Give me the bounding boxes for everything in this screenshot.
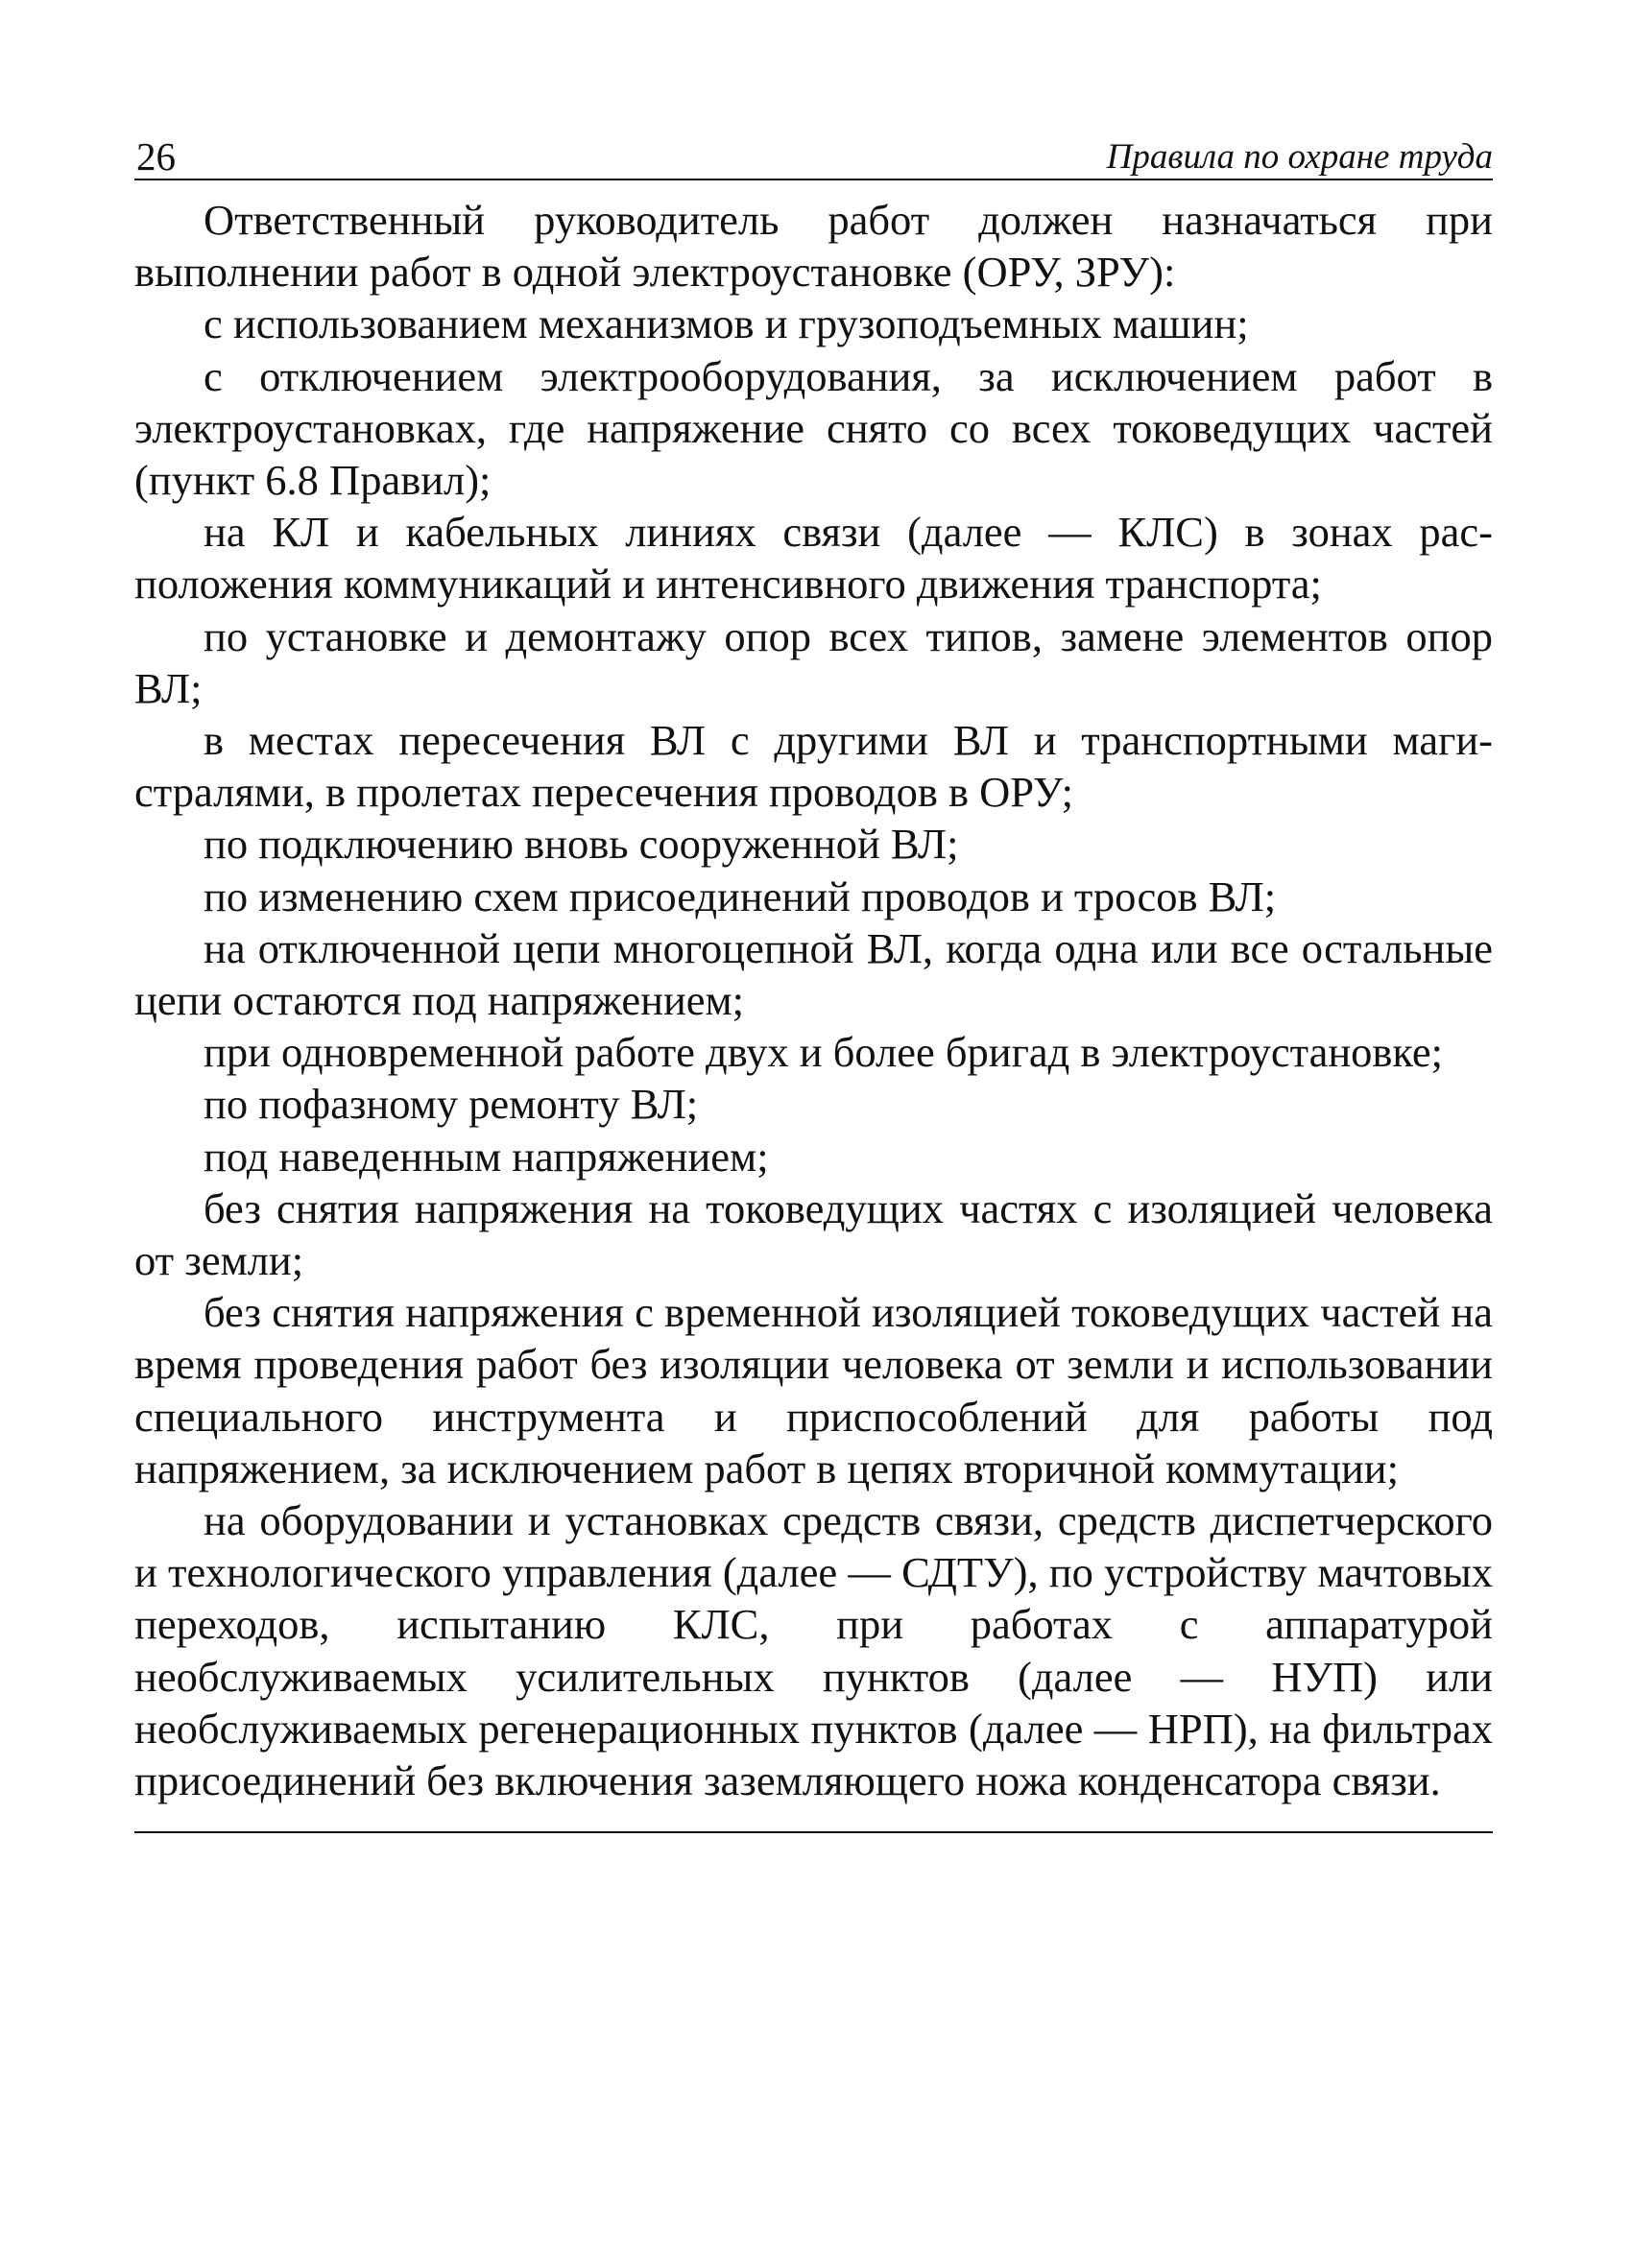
list-item: при одновременной работе двух и более бригад в электроустановке;: [204, 1028, 1444, 1077]
list-item: без снятия напряжения с временной изоляцией токоведущих частей на время проведения работ без изоляции человека от земли и использовании специального инструмента и приспособлений для работы под напряжением, за исключением работ в цепях вторичной коммутации;: [134, 1288, 1493, 1492]
page-number: 26: [136, 134, 176, 179]
list-item: на КЛ и кабельных линиях связи (далее — КЛС) в зонах расположения коммуникаций и интенсивного движения транспорта;: [134, 508, 1493, 609]
list-item: по установке и демонтажу опор всех типов, замене элементов опор ВЛ;: [134, 611, 1493, 712]
list-item: с отключением электрооборудования, за исключением работ в электроустановках, где напряжение снято со всех токоведущих частей (пункт 6.8 Правил);: [134, 351, 1493, 505]
paragraph-intro: Ответственный руководитель работ должен назначаться при выполнении работ в одной электроустановке (ОРУ, ЗРУ):: [134, 196, 1493, 297]
section-end-rule: [134, 1831, 1493, 1833]
list-item: на отключенной цепи многоцепной ВЛ, когда одна или все остальные цепи остаются под напряжением;: [134, 923, 1493, 1025]
list-item: в местах пересечения ВЛ с другими ВЛ и транспортными магистралями, в пролетах пересечения проводов в ОРУ;: [134, 716, 1493, 817]
list-item: под наведенным напряжением;: [204, 1132, 769, 1181]
running-header: [134, 134, 1493, 180]
document-page: [134, 134, 1493, 1833]
list-item: по подключению вновь сооруженной ВЛ;: [204, 820, 959, 869]
list-item: по изменению схем присоединений проводов и тросов ВЛ;: [204, 871, 1277, 920]
list-item: по пофазному ремонту ВЛ;: [204, 1080, 699, 1129]
list-item: на оборудовании и установках средств связи, средств диспетчерского и технологического управления (далее — СДТУ), по устройству мачтовых переходов, испытанию КЛС, при работах с аппаратурой необслуживаемых усилительных пунктов (далее — НУП) или необслуживаемых регенерационных пунктов (далее — НРП), на фильтрах присоединений без включения заземляющего ножа конденсатора связи.: [134, 1496, 1493, 1805]
running-title: Правила по охране труда: [1106, 137, 1493, 177]
body-text: [134, 194, 1493, 1806]
list-item: без снятия напряжения на токоведущих частях с изоляцией человека от земли;: [134, 1183, 1493, 1285]
list-item: с использованием механизмов и грузоподъемных машин;: [204, 299, 1249, 348]
